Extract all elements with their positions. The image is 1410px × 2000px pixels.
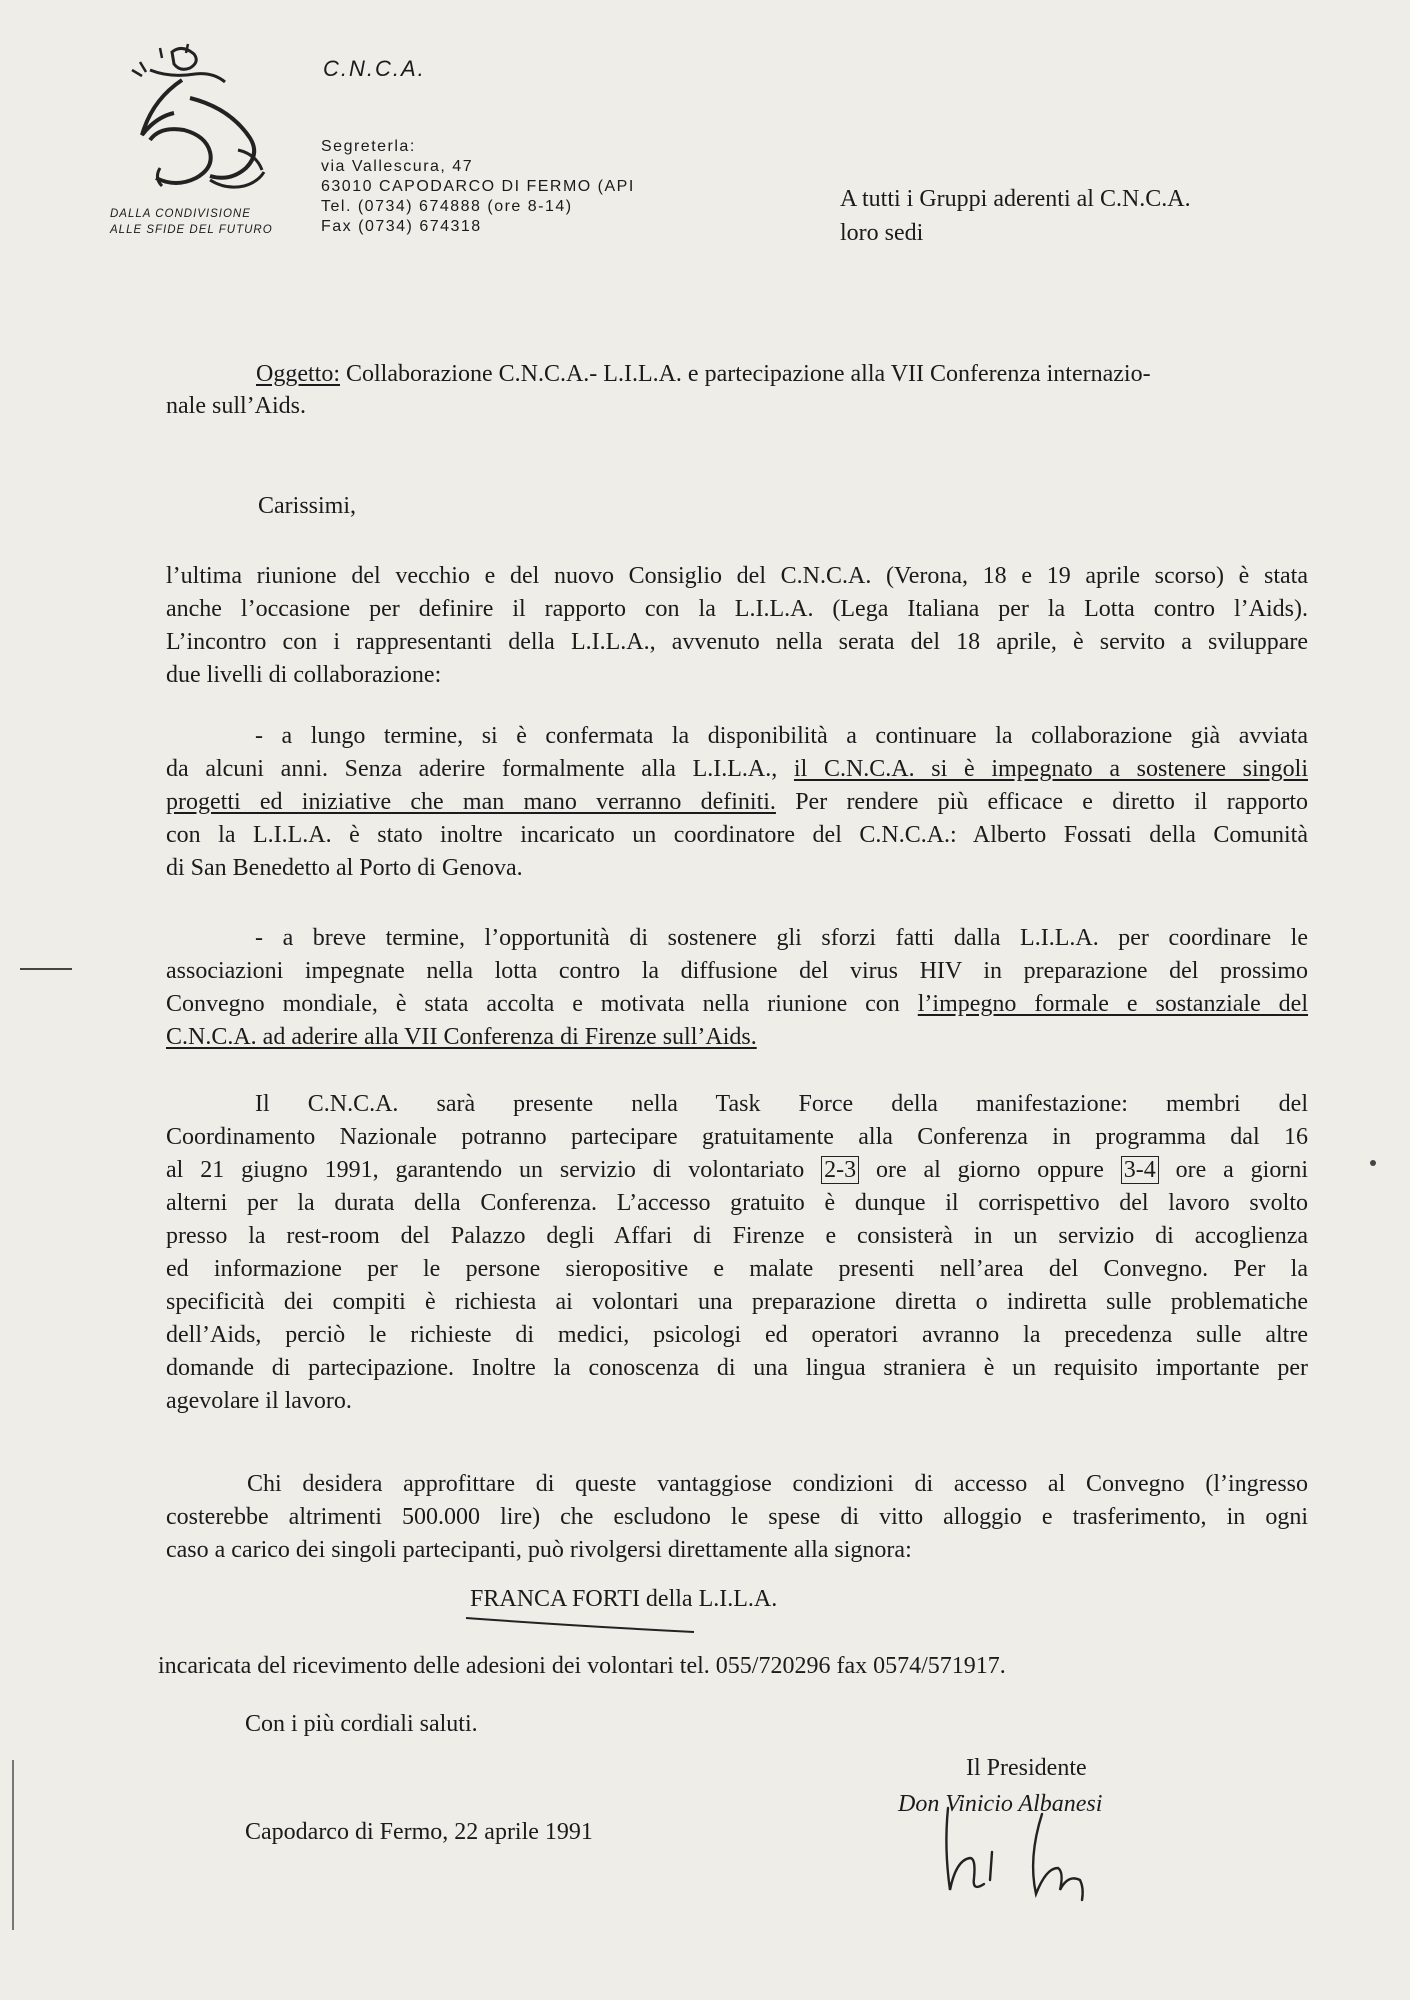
paragraph-3-line-3 [166, 988, 1308, 1021]
letterhead-tel: Tel. (0734) 674888 (ore 8-14) [321, 198, 573, 215]
paragraph-4-line-10: agevolare il lavoro. [166, 1388, 352, 1414]
addressee-line1: A tutti i Gruppi aderenti al C.N.C.A. [840, 186, 1191, 212]
paragraph-4-line-8: dell’Aids, perciò le richieste di medici, psicologi ed operatori avranno la precedenza sulle altre [166, 1322, 1308, 1348]
paragraph-4-line-3-part-a: al 21 giugno 1991, garantendo un servizio di volontariato [166, 1157, 822, 1183]
paragraph-2-line-2 [166, 753, 1308, 786]
contact-details: incaricata del ricevimento delle adesioni dei volontari tel. 055/720296 fax 0574/571917. [158, 1653, 1006, 1679]
paragraph-5-line-1: Chi desidera approfittare di queste vantaggiose condizioni di accesso al Convegno (l’ingresso [247, 1471, 1308, 1497]
paragraph-4-line-1: Il C.N.C.A. sarà presente nella Task Force della manifestazione: membri del [255, 1091, 1308, 1117]
paragraph-4-line-3-part-b: ore al giorno oppure [859, 1157, 1121, 1183]
letterhead-motto-line1: DALLA CONDIVISIONE [110, 208, 251, 220]
contact-name-underline [462, 1612, 702, 1636]
paragraph-2-underlined-commitment: il C.N.C.A. si è impegnato a sostenere singoli [793, 756, 1308, 782]
paragraph-4-line-2: Coordinamento Nazionale potranno partecipare gratuitamente alla Conferenza in programma dal 16 [166, 1124, 1308, 1150]
paragraph-4-line-9: domande di partecipazione. Inoltre la conoscenza di una lingua straniera è un requisito importante per [166, 1355, 1308, 1381]
paragraph-2-line-4: con la L.I.L.A. è stato inoltre incaricato un coordinatore del C.N.C.A.: Alberto Fossati della Comunità [166, 822, 1308, 848]
closing-greeting: Con i più cordiali saluti. [245, 1711, 478, 1737]
letterhead-secretariat-label: Segreterla: [321, 138, 416, 155]
subject-line1 [256, 358, 1151, 391]
paragraph-2-line-2-text: da alcuni anni. Senza aderire formalmente alla L.I.L.A., [166, 756, 794, 782]
scan-edge-mark [12, 1760, 14, 1930]
greeting: Carissimi, [258, 493, 357, 519]
letterhead-motto-line2: ALLE SFIDE DEL FUTURO [110, 224, 273, 236]
paragraph-3-line-2: associazioni impegnate nella lotta contro la diffusione del virus HIV in preparazione del prossimo [166, 958, 1308, 984]
subject-line2: nale sull’Aids. [166, 393, 306, 419]
paragraph-4-line-4: alterni per la durata della Conferenza. L’accesso gratuito è dunque il corrispettivo del lavoro svolto [166, 1190, 1308, 1216]
scan-margin-mark [20, 968, 72, 970]
paragraph-3-underlined-conference: C.N.C.A. ad aderire alla VII Conferenza di Firenze sull’Aids. [166, 1024, 757, 1050]
letterhead-org-name: C.N.C.A. [323, 56, 426, 81]
letterhead-street: via Vallescura, 47 [321, 158, 474, 175]
paragraph-4-line-3 [166, 1154, 1308, 1187]
place-and-date: Capodarco di Fermo, 22 aprile 1991 [245, 1819, 593, 1845]
signatory-title: Il Presidente [966, 1755, 1087, 1781]
paragraph-3-line-1: - a breve termine, l’opportunità di sostenere gli sforzi fatti dalla L.I.L.A. per coordinare le [255, 925, 1308, 951]
paragraph-4-line-5: presso la rest-room del Palazzo degli Affari di Firenze e consisterà in un servizio di accoglienza [166, 1223, 1308, 1249]
paragraph-2-line-3 [166, 786, 1308, 819]
paragraph-4-line-7: specificità dei compiti è richiesta ai volontari una preparazione diretta o indiretta sulle problematiche [166, 1289, 1308, 1315]
paragraph-1-line-4: due livelli di collaborazione: [166, 662, 442, 688]
paragraph-1-line-1: l’ultima riunione del vecchio e del nuovo Consiglio del C.N.C.A. (Verona, 18 e 19 aprile scorso) è stata [166, 563, 1308, 589]
paragraph-1-line-2: anche l’occasione per definire il rapporto con la L.I.L.A. (Lega Italiana per la Lotta contro l’Aids). [166, 596, 1308, 622]
subject-text: Collaborazione C.N.C.A.- L.I.L.A. e partecipazione alla VII Conferenza internazio- [346, 361, 1151, 387]
contact-name: FRANCA FORTI della L.I.L.A. [470, 1586, 778, 1612]
paragraph-3-underlined-commitment: l’impegno formale e sostanziale del [917, 991, 1309, 1017]
addressee-line2: loro sedi [840, 220, 924, 246]
paragraph-2-line-3-text: Per rendere più efficace e diretto il rapporto [775, 789, 1308, 815]
signatory-name: Don Vinicio Albanesi [898, 1791, 1103, 1817]
paragraph-5-line-2: costerebbe altrimenti 500.000 lire) che escludono le spese di vitto alloggio e trasferimento, in ogni [166, 1504, 1308, 1530]
paragraph-2-underlined-projects: progetti ed iniziative che man mano verranno definiti. [166, 789, 776, 815]
hours-option-box-1: 2-3 [821, 1156, 859, 1184]
paragraph-3-line-3-text: Convegno mondiale, è stata accolta e motivata nella riunione con [166, 991, 918, 1017]
paragraph-2-line-5: di San Benedetto al Porto di Genova. [166, 855, 523, 881]
letterhead-fax: Fax (0734) 674318 [321, 218, 482, 235]
paragraph-4-line-3-part-c: ore a giorni [1158, 1157, 1308, 1183]
paragraph-4-line-6: ed informazione per le persone sieropositive e malate presenti nell’area del Convegno. Per la [166, 1256, 1308, 1282]
paragraph-5-line-3: caso a carico dei singoli partecipanti, può rivolgersi direttamente alla signora: [166, 1537, 912, 1563]
paragraph-1-line-3: L’incontro con i rappresentanti della L.I.L.A., avvenuto nella serata del 18 aprile, è servito a sviluppare [166, 629, 1308, 655]
hours-option-box-2: 3-4 [1121, 1156, 1159, 1184]
paragraph-3-line-4 [166, 1021, 1308, 1054]
paragraph-2-line-1: - a lungo termine, si è confermata la disponibilità a continuare la collaborazione già avviata [255, 723, 1308, 749]
subject-label: Oggetto: [256, 361, 340, 387]
handwritten-signature [930, 1800, 1130, 1910]
scan-speck [1370, 1160, 1376, 1166]
letterhead-city: 63010 CAPODARCO DI FERMO (API [321, 178, 635, 195]
organization-logo [120, 40, 310, 220]
